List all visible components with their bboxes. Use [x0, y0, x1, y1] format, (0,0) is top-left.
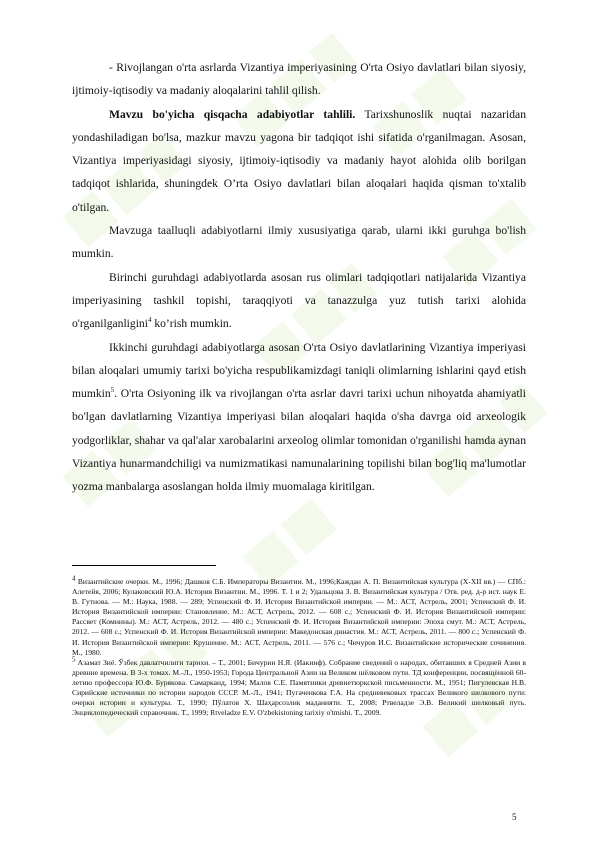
footnote [72, 574, 526, 658]
footnote-ref[interactable]: 5 [110, 386, 115, 395]
section-heading: Mavzu bo'yicha qisqacha adabiyotlar tahlili. [109, 107, 356, 121]
paragraph [72, 56, 526, 103]
paragraph [72, 103, 526, 219]
footnotes [72, 574, 526, 718]
paragraph [72, 336, 526, 499]
paragraph-text: . O'rta Osiyoning ilk va rivojlangan o'rta asrlar davri tarixi uchun nihoyatda ahamiyatli bo'lgan davlatlarning Vizantiya imperiyasi bilan aloqalari haqida o'sha davrga oid arxeologik yodgorliklar, shahar va qal'alar xarobalarini arxeolog olimlar tomonidan o'rganilishi hamda aynan Vizantiya hunarmandchiligi va numizmatikasi namunalarining topilishi bilan bog'liq ma'lumotlar yozma manbalarga asoslangan holda ilmiy muomalaga kiritilgan. [72, 387, 526, 494]
paragraph-text: ko’rish mumkin. [151, 317, 232, 331]
paragraph-text: Mavzuga taalluqli adabiyotlarni ilmiy xususiyatiga qarab, ularni ikki guruhga bo'lish mumkin. [72, 224, 526, 261]
paragraph-text: Birinchi guruhdagi adabiyotlarda asosan rus olimlari tadqiqotlari natijalarida Vizantiya imperiyasining tashkil topishi, taraqqiyoti va tanazzulga yuz tutish tarixi alohida o'rganilganligini [72, 270, 526, 331]
paragraph-text: Ikkinchi guruhdagi adabiyotlarga asosan O'rta Osiyo davlatlarining Vizantiya imperiyasi bilan aloqalari umumiy tarixi bo'yicha respublikamizdagi taniqli olimlarning ishlarini qayd etish mumkin [72, 340, 526, 401]
footnote-number: 4 [72, 574, 76, 583]
main-text [72, 56, 526, 499]
footnote-divider [72, 565, 216, 566]
footnote-text: Византийские очерки. М., 1996; Дашков С.Б. Императоры Византии. М., 1996;Каждан А. П. Византийская культура (X-XII вв.) — СПб.: Алетейя, 2006; Кулаковский Ю.А. История Византии. М., 1996. Т. 1 и 2; Удальцова З. В. Византийская культура / Отв. ред. д-р ист. наук Е. В. Гутнова. — М.: Наука, 1988. — 289; Успенский Ф. И. История Византийской империи. — М.: АСТ, Астрель, 2001; Успенский Ф. И. История Византийской империи: Становление. М.: АСТ, Астрель, 2012. — 608 с.; Успенский Ф. И. История Византийской империи: Рассвет (Комнины). М.: АСТ, Астрель, 2012. — 480 с.; Успенский Ф. И. История Византийской империи: Эпоха смут. М.: АСТ, Астрель, 2012. — 608 с.; Успенский Ф. И. История Византийской империи: Македонская династия. М.: АСТ, Астрель, 2011. — 800 с.; Успенский Ф. И. История Византийской империи: Крушение. М.: АСТ, Астрель, 2011. — 576 с.; Чичуров И.С. Византийские исторические сочинения. М., 1980. [72, 577, 526, 657]
footnote-ref[interactable]: 4 [147, 316, 152, 325]
paragraph-text: - Rivojlangan o'rta asrlarda Vizantiya imperiyasining O'rta Osiyo davlatlari bilan siyosiy, ijtimoiy-iqtisodiy va madaniy aloqalarini tahlil qilish. [72, 61, 526, 98]
footnote [72, 655, 526, 719]
paragraph [72, 219, 526, 266]
page-number: 5 [512, 812, 517, 822]
footnote-number: 5 [72, 655, 76, 664]
footnote-text: Азамат Зиё. Ўзбек давлатчилиги тарихи. – Т., 2001; Бичурин Н.Я. (Иакинф). Собрание сведений о народах, обитавших в Средней Азии в древние времена. В 3-х томах. М.-Л., 1950-1953; Города Центральной Азии на Великом шёлковом пути. ТД конференции, посвящённой 60-летию профессора Ю.Ф. Буряковa. Самарканд, 1994; Малов С.Е. Памятники древнетюркской письменности. М., 1951; Пигулевская Н.В. Сирийские источники по истории народов СССР. М.-Л., 1941; Пугаченкова Г.А. На средневековых трассах Великого шелкового пути: очерки истории и культуры. Т., 1990; Пўлатов Х. Шаҳарсозлик маданияти. Т., 2008; Ртвеладзе Э.В. Великий шелковый путь. Энциклопедический справочник. Т., 1999; Rtveladze E.V. O'zbekistoning tarixiy o'tmishi. T., 2009. [72, 657, 526, 718]
paragraph [72, 266, 526, 336]
paragraph-text: Tarixshunoslik nuqtai nazaridan yondashiladigan bo'lsa, mazkur mavzu yagona bir tadqiqot ishi sifatida o'rganilmagan. Asosan, Vizantiya imperiyasidagi siyosiy, ijtimoiy-iqtisodiy va madaniy hayot alohida olib borilgan tadqiqot ishlarida, shuningdek O’rta Osiyo davlatlari bilan aloqalari haqida qisman to'xtalib o'tilgan. [72, 107, 526, 214]
